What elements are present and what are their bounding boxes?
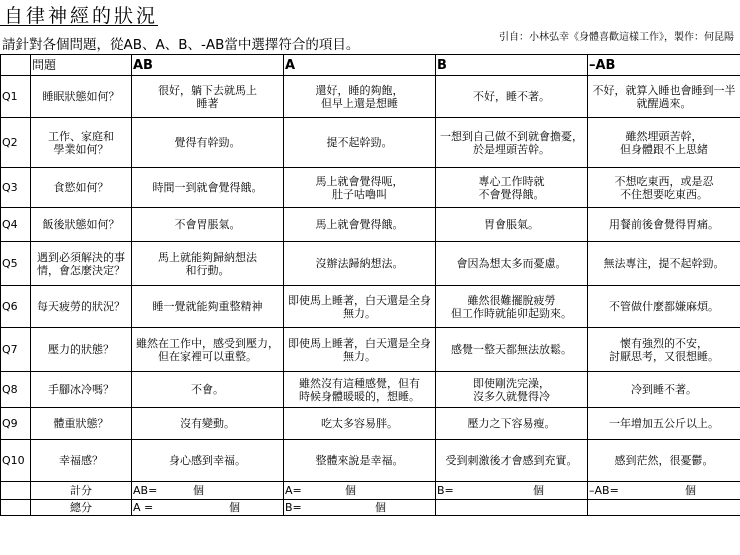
answer-ab[interactable]: 不會胃脹氣。 <box>132 208 284 242</box>
header-row <box>1 55 740 76</box>
total-row <box>1 500 740 516</box>
answer-a[interactable]: 即使馬上睡著，白天還是全身 無力。 <box>284 328 436 372</box>
answer-b[interactable]: 專心工作時就 不會覺得餓。 <box>436 168 588 208</box>
answer-ab[interactable]: 覺得有幹勁。 <box>132 118 284 168</box>
subtotal-neg-ab[interactable] <box>588 482 740 500</box>
page-title: 自律神經的狀況 <box>4 5 159 27</box>
subtotal-b[interactable] <box>436 482 588 500</box>
question-text: 工作、家庭和 學業如何？ <box>31 118 132 168</box>
question-row <box>1 372 740 408</box>
subtotal-neg-ab-unit: 個 <box>685 484 696 497</box>
answer-a[interactable]: 整體來說是幸福。 <box>284 440 436 482</box>
answer-b[interactable]: 壓力之下容易瘦。 <box>436 408 588 440</box>
subtotal-blank <box>1 482 31 500</box>
subtotal-ab-prefix: AB= <box>133 484 158 497</box>
question-text: 手腳冰冷嗎？ <box>31 372 132 408</box>
answer-b[interactable]: 會因為想太多而憂慮。 <box>436 242 588 286</box>
question-row <box>1 208 740 242</box>
answer-neg-ab[interactable]: 不好，就算入睡也會睡到一半 就醒過來。 <box>588 76 740 118</box>
answer-ab[interactable]: 雖然在工作中，感受到壓力， 但在家裡可以重整。 <box>132 328 284 372</box>
question-text: 每天疲勞的狀況？ <box>31 286 132 328</box>
answer-neg-ab[interactable]: 懷有強烈的不安， 討厭思考，又很想睡。 <box>588 328 740 372</box>
header-neg-ab: –AB <box>588 55 740 76</box>
subtotal-label: 計分 <box>31 482 132 500</box>
question-id: Q10 <box>1 440 31 482</box>
question-id: Q6 <box>1 286 31 328</box>
answer-a[interactable]: 馬上就會覺得餓。 <box>284 208 436 242</box>
question-row <box>1 76 740 118</box>
question-id: Q8 <box>1 372 31 408</box>
question-row <box>1 242 740 286</box>
answer-b[interactable]: 受到刺激後才會感到充實。 <box>436 440 588 482</box>
question-id: Q1 <box>1 76 31 118</box>
question-text: 飯後狀態如何？ <box>31 208 132 242</box>
answer-a[interactable]: 沒辦法歸納想法。 <box>284 242 436 286</box>
answer-b[interactable]: 即使剛洗完澡， 沒多久就覺得冷 <box>436 372 588 408</box>
question-text: 壓力的狀態？ <box>31 328 132 372</box>
total-a-prefix: B= <box>285 501 302 514</box>
answer-neg-ab[interactable]: 不管做什麼都嫌麻煩。 <box>588 286 740 328</box>
answer-ab[interactable]: 睡一覺就能夠重整精神 <box>132 286 284 328</box>
question-id: Q5 <box>1 242 31 286</box>
question-text: 體重狀態？ <box>31 408 132 440</box>
answer-a[interactable]: 即使馬上睡著，白天還是全身 無力。 <box>284 286 436 328</box>
question-id: Q7 <box>1 328 31 372</box>
total-ab-unit: 個 <box>229 501 240 514</box>
header-b: B <box>436 55 588 76</box>
answer-a[interactable]: 吃太多容易胖。 <box>284 408 436 440</box>
question-row <box>1 408 740 440</box>
answer-neg-ab[interactable]: 雖然埋頭苦幹， 但身體跟不上思緒 <box>588 118 740 168</box>
instruction-text: 請針對各個問題，從AB、A、B、-AB當中選擇符合的項目。 <box>2 37 360 53</box>
question-row <box>1 286 740 328</box>
question-id: Q2 <box>1 118 31 168</box>
question-row <box>1 328 740 372</box>
answer-a[interactable]: 提不起幹勁。 <box>284 118 436 168</box>
question-row <box>1 118 740 168</box>
subtotal-b-unit: 個 <box>533 484 544 497</box>
header-a: A <box>284 55 436 76</box>
quiz-table <box>0 54 740 516</box>
answer-ab[interactable]: 時間一到就會覺得餓。 <box>132 168 284 208</box>
title-underline <box>0 25 158 26</box>
subtotal-b-prefix: B= <box>437 484 454 497</box>
question-row <box>1 440 740 482</box>
question-id: Q3 <box>1 168 31 208</box>
answer-neg-ab[interactable]: 冷到睡不著。 <box>588 372 740 408</box>
question-text: 遇到必須解決的事 情，會怎麼決定？ <box>31 242 132 286</box>
answer-a[interactable]: 馬上就會覺得呃， 肚子咕嚕叫 <box>284 168 436 208</box>
answer-neg-ab[interactable]: 感到茫然，很憂鬱。 <box>588 440 740 482</box>
answer-b[interactable]: 胃會脹氣。 <box>436 208 588 242</box>
answer-b[interactable]: 不好，睡不著。 <box>436 76 588 118</box>
question-text: 食慾如何？ <box>31 168 132 208</box>
answer-neg-ab[interactable]: 一年增加五公斤以上。 <box>588 408 740 440</box>
question-id: Q4 <box>1 208 31 242</box>
subtotal-ab[interactable] <box>132 482 284 500</box>
answer-b[interactable]: 雖然很難擺脫疲勞 但工作時就能卯起勁來。 <box>436 286 588 328</box>
subtotal-a-prefix: A= <box>285 484 302 497</box>
subtotal-ab-unit: 個 <box>193 484 204 497</box>
answer-ab[interactable]: 身心感到幸福。 <box>132 440 284 482</box>
subtotal-row <box>1 482 740 500</box>
answer-neg-ab[interactable]: 無法專注，提不起幹勁。 <box>588 242 740 286</box>
total-ab-prefix: A = <box>133 501 154 514</box>
total-a[interactable] <box>284 500 436 516</box>
answer-neg-ab[interactable]: 用餐前後會覺得胃痛。 <box>588 208 740 242</box>
answer-ab[interactable]: 馬上就能夠歸納想法 和行動。 <box>132 242 284 286</box>
subtotal-neg-ab-prefix: –AB= <box>589 484 619 497</box>
subtotal-a[interactable] <box>284 482 436 500</box>
question-text: 幸福感？ <box>31 440 132 482</box>
answer-a[interactable]: 雖然沒有這種感覺，但有 時候身體暖暖的，想睡。 <box>284 372 436 408</box>
answer-ab[interactable]: 沒有變動。 <box>132 408 284 440</box>
total-neg-ab <box>588 500 740 516</box>
answer-neg-ab[interactable]: 不想吃東西，或是忍 不住想要吃東西。 <box>588 168 740 208</box>
question-row <box>1 168 740 208</box>
answer-ab[interactable]: 很好，躺下去就馬上 睡著 <box>132 76 284 118</box>
total-b <box>436 500 588 516</box>
question-text: 睡眠狀態如何？ <box>31 76 132 118</box>
total-blank <box>1 500 31 516</box>
header-question: 問題 <box>31 55 132 76</box>
answer-b[interactable]: 一想到自己做不到就會擔憂， 於是埋頭苦幹。 <box>436 118 588 168</box>
subtotal-a-unit: 個 <box>345 484 356 497</box>
answer-ab[interactable]: 不會。 <box>132 372 284 408</box>
header-ab: AB <box>132 55 284 76</box>
header-id <box>1 55 31 76</box>
total-ab[interactable] <box>132 500 284 516</box>
total-label: 總分 <box>31 500 132 516</box>
total-a-unit: 個 <box>375 501 386 514</box>
credit-text: 引自：小林弘幸《身體喜歡這樣工作》，製作：何昆陽 <box>499 32 734 43</box>
question-id: Q9 <box>1 408 31 440</box>
answer-a[interactable]: 還好，睡的夠飽， 但早上還是想睡 <box>284 76 436 118</box>
answer-b[interactable]: 感覺一整天都無法放鬆。 <box>436 328 588 372</box>
